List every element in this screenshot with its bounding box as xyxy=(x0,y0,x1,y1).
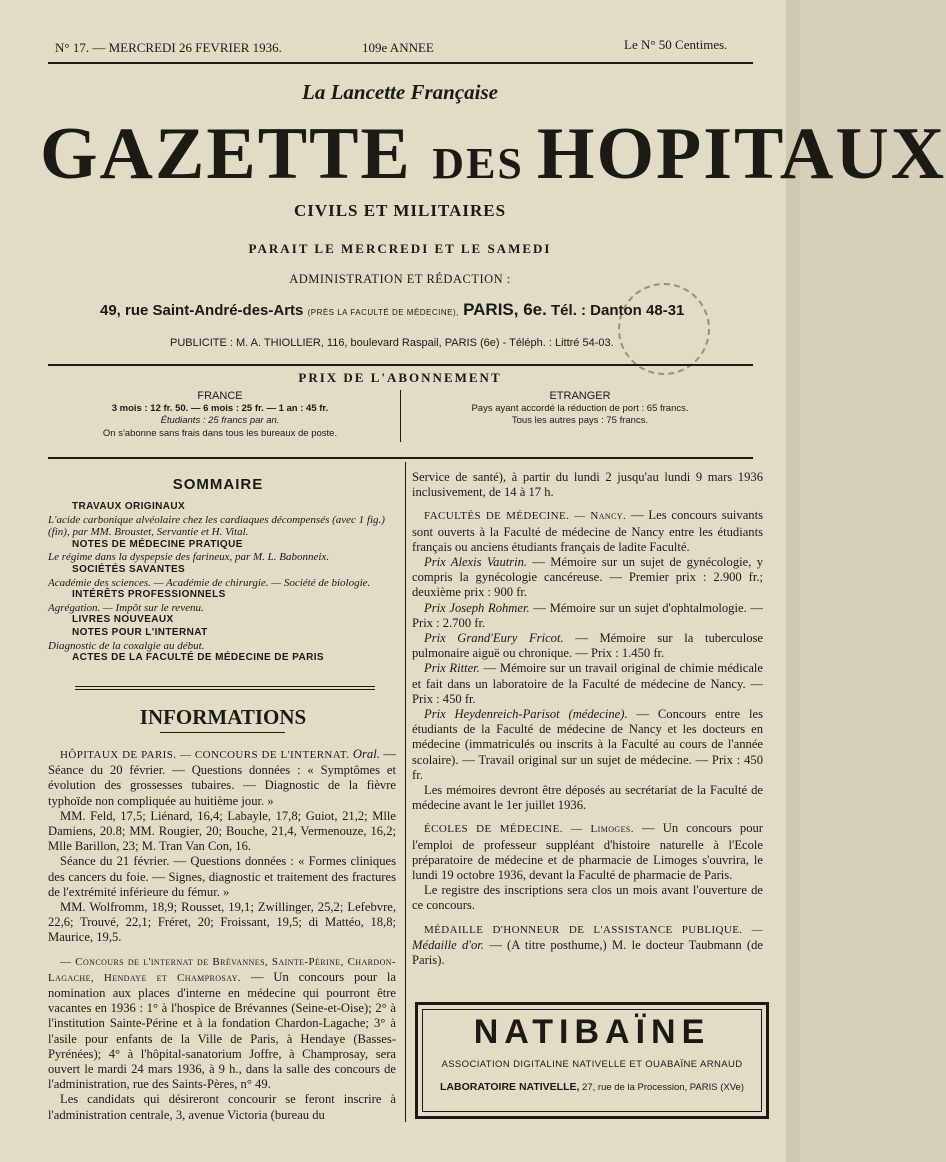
sommaire-notes-heading: NOTES DE MÉDECINE PRATIQUE xyxy=(72,538,243,550)
address-city: PARIS, 6e. xyxy=(463,300,547,319)
admin-heading: ADMINISTRATION ET RÉDACTION : xyxy=(289,272,511,286)
ecoles-heading: ÉCOLES DE MÉDECINE. — Limoges. xyxy=(424,823,634,836)
candidats-text: Les candidats qui désireront concourir se feront inscrire à l'administration centrale, 3, avenue Victoria (bureau du xyxy=(48,1092,396,1122)
results-20: MM. Feld, 17,5; Liénard, 16,4; Labayle, 17,8; Guiot, 21,2; Mlle Damiens, 20.8; MM. Rougier, 20; Bouche, 21,4, Vermenouze, 16,2; Mlle Barillon, 23; M. Tran Van Con, 16. xyxy=(48,808,396,854)
sommaire-travaux-text: L'acide carbonique alvéolaire chez les cardiaques décompensés (avec 1 fig.) (fin), par MM. Broustet, Servantie et H. Vital. xyxy=(48,513,385,539)
issue-year: 109e ANNEE xyxy=(362,40,434,55)
facultes-text: — Les concours suivants sont ouverts à la Faculté de médecine de Nancy entre les étudiants français ou anciens étudiants français de ladite Faculté. xyxy=(412,508,763,554)
natibaine-advert xyxy=(415,1002,769,1119)
right-column xyxy=(412,470,763,968)
masthead-subtitle: CIVILS ET MILITAIRES xyxy=(293,201,507,220)
etranger-other: Tous les autres pays : 75 francs. xyxy=(511,415,649,426)
advert-lab-name: LABORATOIRE NATIVELLE, xyxy=(440,1081,580,1093)
sommaire-travaux-heading: TRAVAUX ORIGINAUX xyxy=(72,501,186,512)
address-line xyxy=(100,300,684,320)
subscription-rule xyxy=(48,457,753,459)
seance-20-text: — Séance du 20 février. — Questions données : « Symptômes et évolution des grossesses tubaires. — Diagnostic de la fièvre typhoïde non compliquée au huitième jour. » xyxy=(48,747,396,808)
medaille-text: — (A titre posthume,) M. le docteur Taubmann (de Paris). xyxy=(412,937,763,968)
sommaire-societes-text: Académie des sciences. — Académie de chirurgie. — Société de biologie. xyxy=(48,576,371,589)
oral-label: Oral. xyxy=(352,747,380,761)
internat-heading: HÔPITAUX DE PARIS. — CONCOURS DE L'INTERNAT. xyxy=(60,749,350,761)
results-21: MM. Wolfromm, 18,9; Rousset, 19,1; Zwillinger, 25,2; Lefebvre, 22,6; Trouvé, 22,1; Fréret, 20; Froissant, 19,5; di Mattéo, 18,8; Maurice, 19,5. xyxy=(48,900,396,945)
supertitle: La Lancette Française xyxy=(302,80,498,104)
prix-fricot-name: Prix Grand'Eury Fricot. xyxy=(424,631,564,646)
prix-rohmer-name: Prix Joseph Rohmer. xyxy=(424,600,530,615)
france-label: FRANCE xyxy=(197,390,243,402)
prix-rohmer-text: — Mémoire sur un sujet d'ophtalmologie. — Prix : 2.700 fr. xyxy=(412,600,763,630)
header-rule xyxy=(48,62,753,64)
sommaire-livres-heading: LIVRES NOUVEAUX xyxy=(72,614,174,626)
sommaire-actes-heading: ACTES DE LA FACULTÉ DE MÉDECINE DE PARIS xyxy=(72,652,324,664)
prix-vautrin-name: Prix Alexis Vautrin. xyxy=(424,555,528,570)
etranger-label: ETRANGER xyxy=(549,390,611,402)
france-post-note: On s'abonne sans frais dans tous les bureaux de poste. xyxy=(102,427,338,439)
subscription-france xyxy=(70,390,370,440)
etranger-reduced: Pays ayant accordé la réduction de port : 65 francs. xyxy=(471,402,689,414)
informations-column xyxy=(48,747,396,1123)
address-telephone: Tél. : Danton 48-31 xyxy=(551,302,685,319)
prix-ritter-text: — Mémoire sur un travail original de chimie médicale et fait dans un laboratoire de la Faculté de médecine de Nancy. — Prix : 450 fr. xyxy=(412,661,763,706)
sommaire-internat-heading: NOTES POUR L'INTERNAT xyxy=(72,626,208,638)
sommaire-rule-1 xyxy=(75,686,375,687)
subscription-title: PRIX DE L'ABONNEMENT xyxy=(298,370,502,385)
medaille-heading: MÉDAILLE D'HONNEUR DE L'ASSISTANCE PUBLIQUE. — xyxy=(424,923,763,936)
ecoles-text: — Un concours pour l'emploi de professeur suppléant d'histoire naturelle à l'Ecole préparatoire de médecine et de pharmacie de Limoges s'ouvrira, le lundi 19 octobre 1936, devant la Faculté de pharmacie de Paris. xyxy=(412,821,763,883)
informations-title: INFORMATIONS xyxy=(139,705,307,729)
informations-underline xyxy=(160,732,285,733)
sommaire-rule-2 xyxy=(75,689,375,690)
postal-stamp-icon xyxy=(618,283,710,375)
prix-heydenreich-text: — Concours entre les étudiants de la Faculté de médecine de Nancy et les docteurs en médecine (immatriculés ou inscrits à la Faculté au cours de l'année scolaire). — Travail original sur un sujet de médecine. — Prix : 450 fr. xyxy=(412,707,763,782)
publication-schedule: PARAIT LE MERCREDI ET LE SAMEDI xyxy=(248,241,552,256)
sommaire-title: SOMMAIRE xyxy=(172,476,264,493)
memoires-text: Les mémoires devront être déposés au secrétariat de la Faculté de médecine avant le 1er juillet 1936. xyxy=(412,783,763,813)
service-sante-cont: Service de santé), à partir du lundi 2 jusqu'au lundi 9 mars 1936 inclusivement, de 14 à 17 h. xyxy=(412,470,763,500)
sommaire-interets-heading: INTÉRÊTS PROFESSIONNELS xyxy=(72,589,226,601)
masthead-rule xyxy=(48,364,753,366)
column-divider xyxy=(405,462,406,1122)
advert-lab-address: 27, rue de la Procession, PARIS (XVe) xyxy=(579,1082,744,1093)
title-hopitaux: HOPITAUX xyxy=(536,113,946,195)
prix-fricot-text: — Mémoire sur la tuberculose pulmonaire aiguë ou chronique. — Prix : 1.450 fr. xyxy=(412,631,763,661)
subscription-etranger xyxy=(410,390,750,428)
prix-heydenreich-name: Prix Heydenreich-Parisot (médecine). xyxy=(424,707,628,722)
publicite-line: PUBLICITE : M. A. THIOLLIER, 116, boulevard Raspail, PARIS (6e) - Téléph. : Littré 54-03. xyxy=(170,337,614,349)
sommaire-interets-text: Agrégation. — Impôt sur le revenu. xyxy=(48,601,204,614)
prix-ritter-name: Prix Ritter. xyxy=(424,661,480,676)
facultes-heading: FACULTÉS DE MÉDECINE. — Nancy. xyxy=(424,510,627,523)
advert-title: NATIBAÏNE xyxy=(473,1013,711,1051)
address-street: 49, rue Saint-André-des-Arts xyxy=(100,302,304,319)
address-note: (PRÈS LA FACULTÉ DE MÉDECINE), xyxy=(307,308,459,317)
title-des: DES xyxy=(432,139,537,188)
title-gazette: GAZETTE xyxy=(40,113,433,195)
subscription-divider xyxy=(400,390,401,442)
sommaire xyxy=(48,476,388,665)
issue-price: Le N° 50 Centimes. xyxy=(624,37,728,52)
registre-text: Le registre des inscriptions sera clos un mois avant l'ouverture de ce concours. xyxy=(412,883,763,913)
sommaire-societes-heading: SOCIÉTÉS SAVANTES xyxy=(72,563,186,575)
issue-date: N° 17. — MERCREDI 26 FEVRIER 1936. xyxy=(55,40,282,55)
advert-laboratory xyxy=(418,1081,766,1093)
france-students: Étudiants : 25 francs par an. xyxy=(160,415,280,426)
medaille-or: Médaille d'or. xyxy=(412,937,484,952)
seance-21-text: Séance du 21 février. — Questions données : « Formes cliniques des cancers du foie. — Signes, diagnostic et traitement des fractures de l'extrémité inférieure du fémur. » xyxy=(48,854,396,899)
brevannes-text: — Un concours pour la nomination aux places d'interne en médecine qui pourront être vacantes en 1936 : 1° à l'hospice de Brévannes (Seine-et-Oise); 2° à l'institution Sainte-Périne et à la fondation Chardon-Lagache; 3° à l'asile pour enfants de la Ville de Paris, à Hendaye (Basses-Pyrénées); 4° à l'hôpital-sanatorium Joffre, à Champrosay, sera ouvert le mardi 24 mars 1936, à 9 h., dans la salle des concours de l'administration, rue des Saints-Pères, n° 49. xyxy=(48,969,397,1092)
brevannes-heading: — Concours de l'internat de Brévannes, Sainte-Périne, Chardon-Lagache, Hendaye et Champrosay. xyxy=(48,955,396,984)
masthead-title xyxy=(40,113,946,204)
sommaire-notes-text: Le régime dans la dyspepsie des farineux, par M. L. Babonneix. xyxy=(48,551,330,564)
prix-vautrin-text: — Mémoire sur un sujet de gynécologie, y compris la gynécologie cancéreuse. — Premier prix : 2.900 fr.; deuxième prix : 900 fr. xyxy=(412,555,763,600)
france-rates: 3 mois : 12 fr. 50. — 6 mois : 25 fr. — 1 an : 45 fr. xyxy=(111,402,329,414)
sommaire-internat-text: Diagnostic de la coxalgie au début. xyxy=(48,639,205,652)
advert-association: ASSOCIATION DIGITALINE NATIVELLE ET OUABAÏNE ARNAUD xyxy=(441,1059,743,1070)
